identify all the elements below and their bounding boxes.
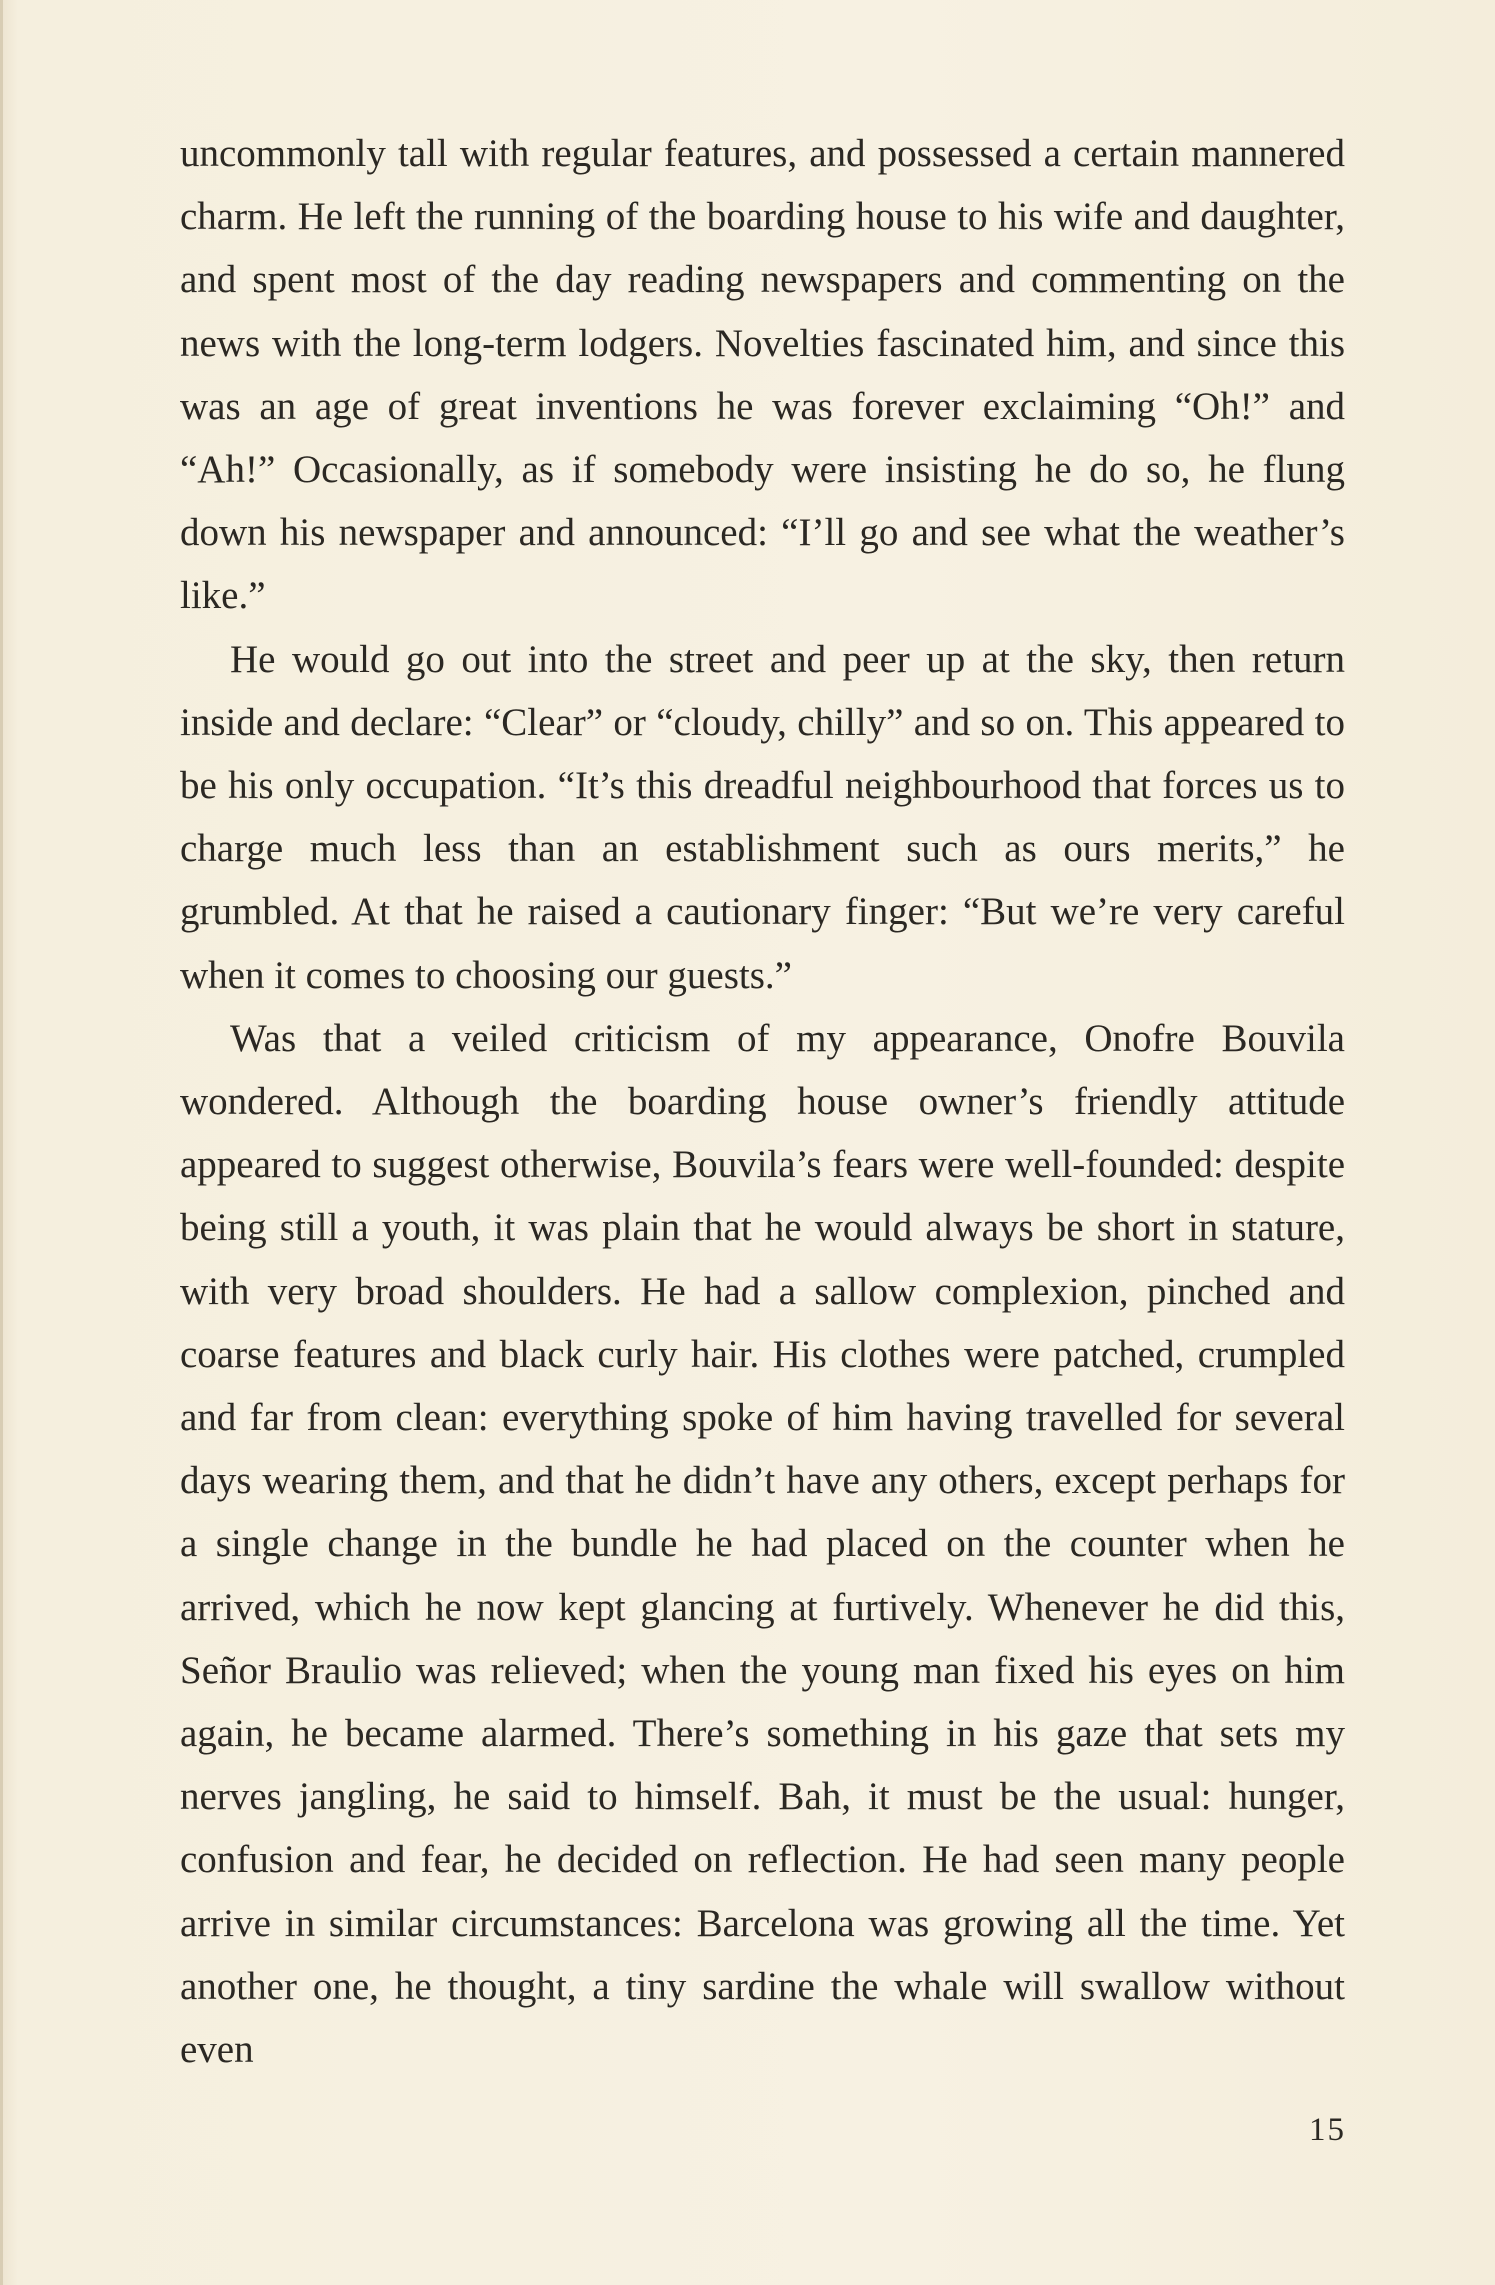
paragraph: Was that a veiled criticism of my appearance, Onofre Bouvila wondered. Although the boarding house owner’s friendly attitude appeared to suggest otherwise, Bouvila’s fears were well-founded: despite being still a youth, it was plain that he would always be short in stature, with very broad shoulders. He had a sallow complexion, pinched and coarse features and black curly hair. His clothes were patched, crumpled and far from clean: everything spoke of him having travelled for several days wearing them, and that he didn’t have any others, except perhaps for a single change in the bundle he had placed on the counter when he arrived, which he now kept glancing at furtively. Whenever he did this, Señor Braulio was relieved; when the young man fixed his eyes on him again, he became alarmed. There’s something in his gaze that sets my nerves jangling, he said to himself. Bah, it must be the usual: hunger, confusion and fear, he decided on reflection. He had seen many people arrive in similar circumstances: Barcelona was growing all the time. Yet another one, he thought, a tiny sardine the whale will swallow without even <box>180 1016 1345 2072</box>
page-binding-edge <box>0 0 3 2285</box>
paragraph-continued: uncommonly tall with regular features, and possessed a certain mannered charm. He left the running of the boarding house to his wife and daughter, and spent most of the day reading newspapers and commenting on the news with the long-term lodgers. Novelties fascinated him, and since this was an age of great inventions he was forever exclaiming “Oh!” and “Ah!” Occasionally, as if somebody were insisting he do so, he flung down his newspaper and announced: “I’ll go and see what the weather’s like.” <box>180 132 1345 618</box>
body-text <box>180 122 1345 2081</box>
paragraph: He would go out into the street and peer up at the sky, then return inside and declare: “Clear” or “cloudy, chilly” and so on. This appeared to be his only occupation. “It’s this dreadful neighbourhood that forces us to charge much less than an establishment such as ours merits,” he grumbled. At that he raised a cautionary finger: “But we’re very careful when it comes to choosing our guests.” <box>180 637 1345 997</box>
page-number: 15 <box>1309 2112 1346 2148</box>
